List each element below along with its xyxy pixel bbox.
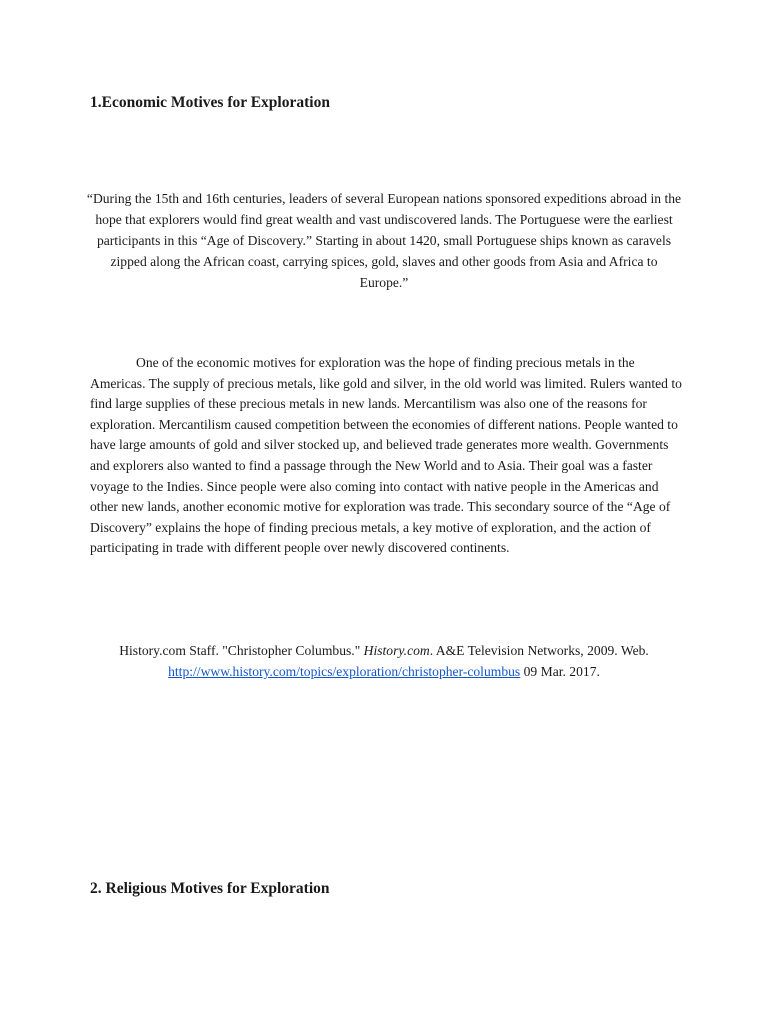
citation-publisher: . A&E Television Networks, 2009. Web. <box>429 643 649 658</box>
citation-accessed-date: 09 Mar. 2017. <box>520 664 600 679</box>
citation <box>86 640 682 682</box>
citation-author-title: History.com Staff. "Christopher Columbus." <box>119 643 364 658</box>
citation-link[interactable]: http://www.history.com/topics/exploration/christopher-columbus <box>168 664 521 679</box>
citation-publication: History.com <box>363 643 430 658</box>
quote-block: “During the 15th and 16th centuries, leaders of several European nations sponsored expeditions abroad in the hope that explorers would find great wealth and vast undiscovered lands. The Portuguese were the earliest participants in this “Age of Discovery.” Starting in about 1420, small Portuguese ships known as caravels zipped along the African coast, carrying spices, gold, slaves and other goods from Asia and Africa to Europe.” <box>86 191 682 290</box>
body-paragraph: One of the economic motives for exploration was the hope of finding precious metals in the Americas. The supply of precious metals, like gold and silver, in the old world was limited. Rulers wanted to find large supplies of these precious metals in new lands. Mercantilism was also one of the reasons for exploration. Mercantilism caused competition between the economies of different nations. People wanted to have large amounts of gold and silver stocked up, and believed trade generates more wealth. Governments and explorers also wanted to find a passage through the New World and to Asia. Their goal was a faster voyage to the Indies. Since people were also coming into contact with native people in the Americas and other new lands, another economic motive for exploration was trade. This secondary source of the “Age of Discovery” explains the hope of finding precious metals, a key motive of exploration, and the action of participating in trade with different people over newly discovered continents. <box>90 355 682 556</box>
section-heading-religious-motives: 2. Religious Motives for Exploration <box>90 880 330 897</box>
section-heading-economic-motives: 1.Economic Motives for Exploration <box>90 94 330 111</box>
